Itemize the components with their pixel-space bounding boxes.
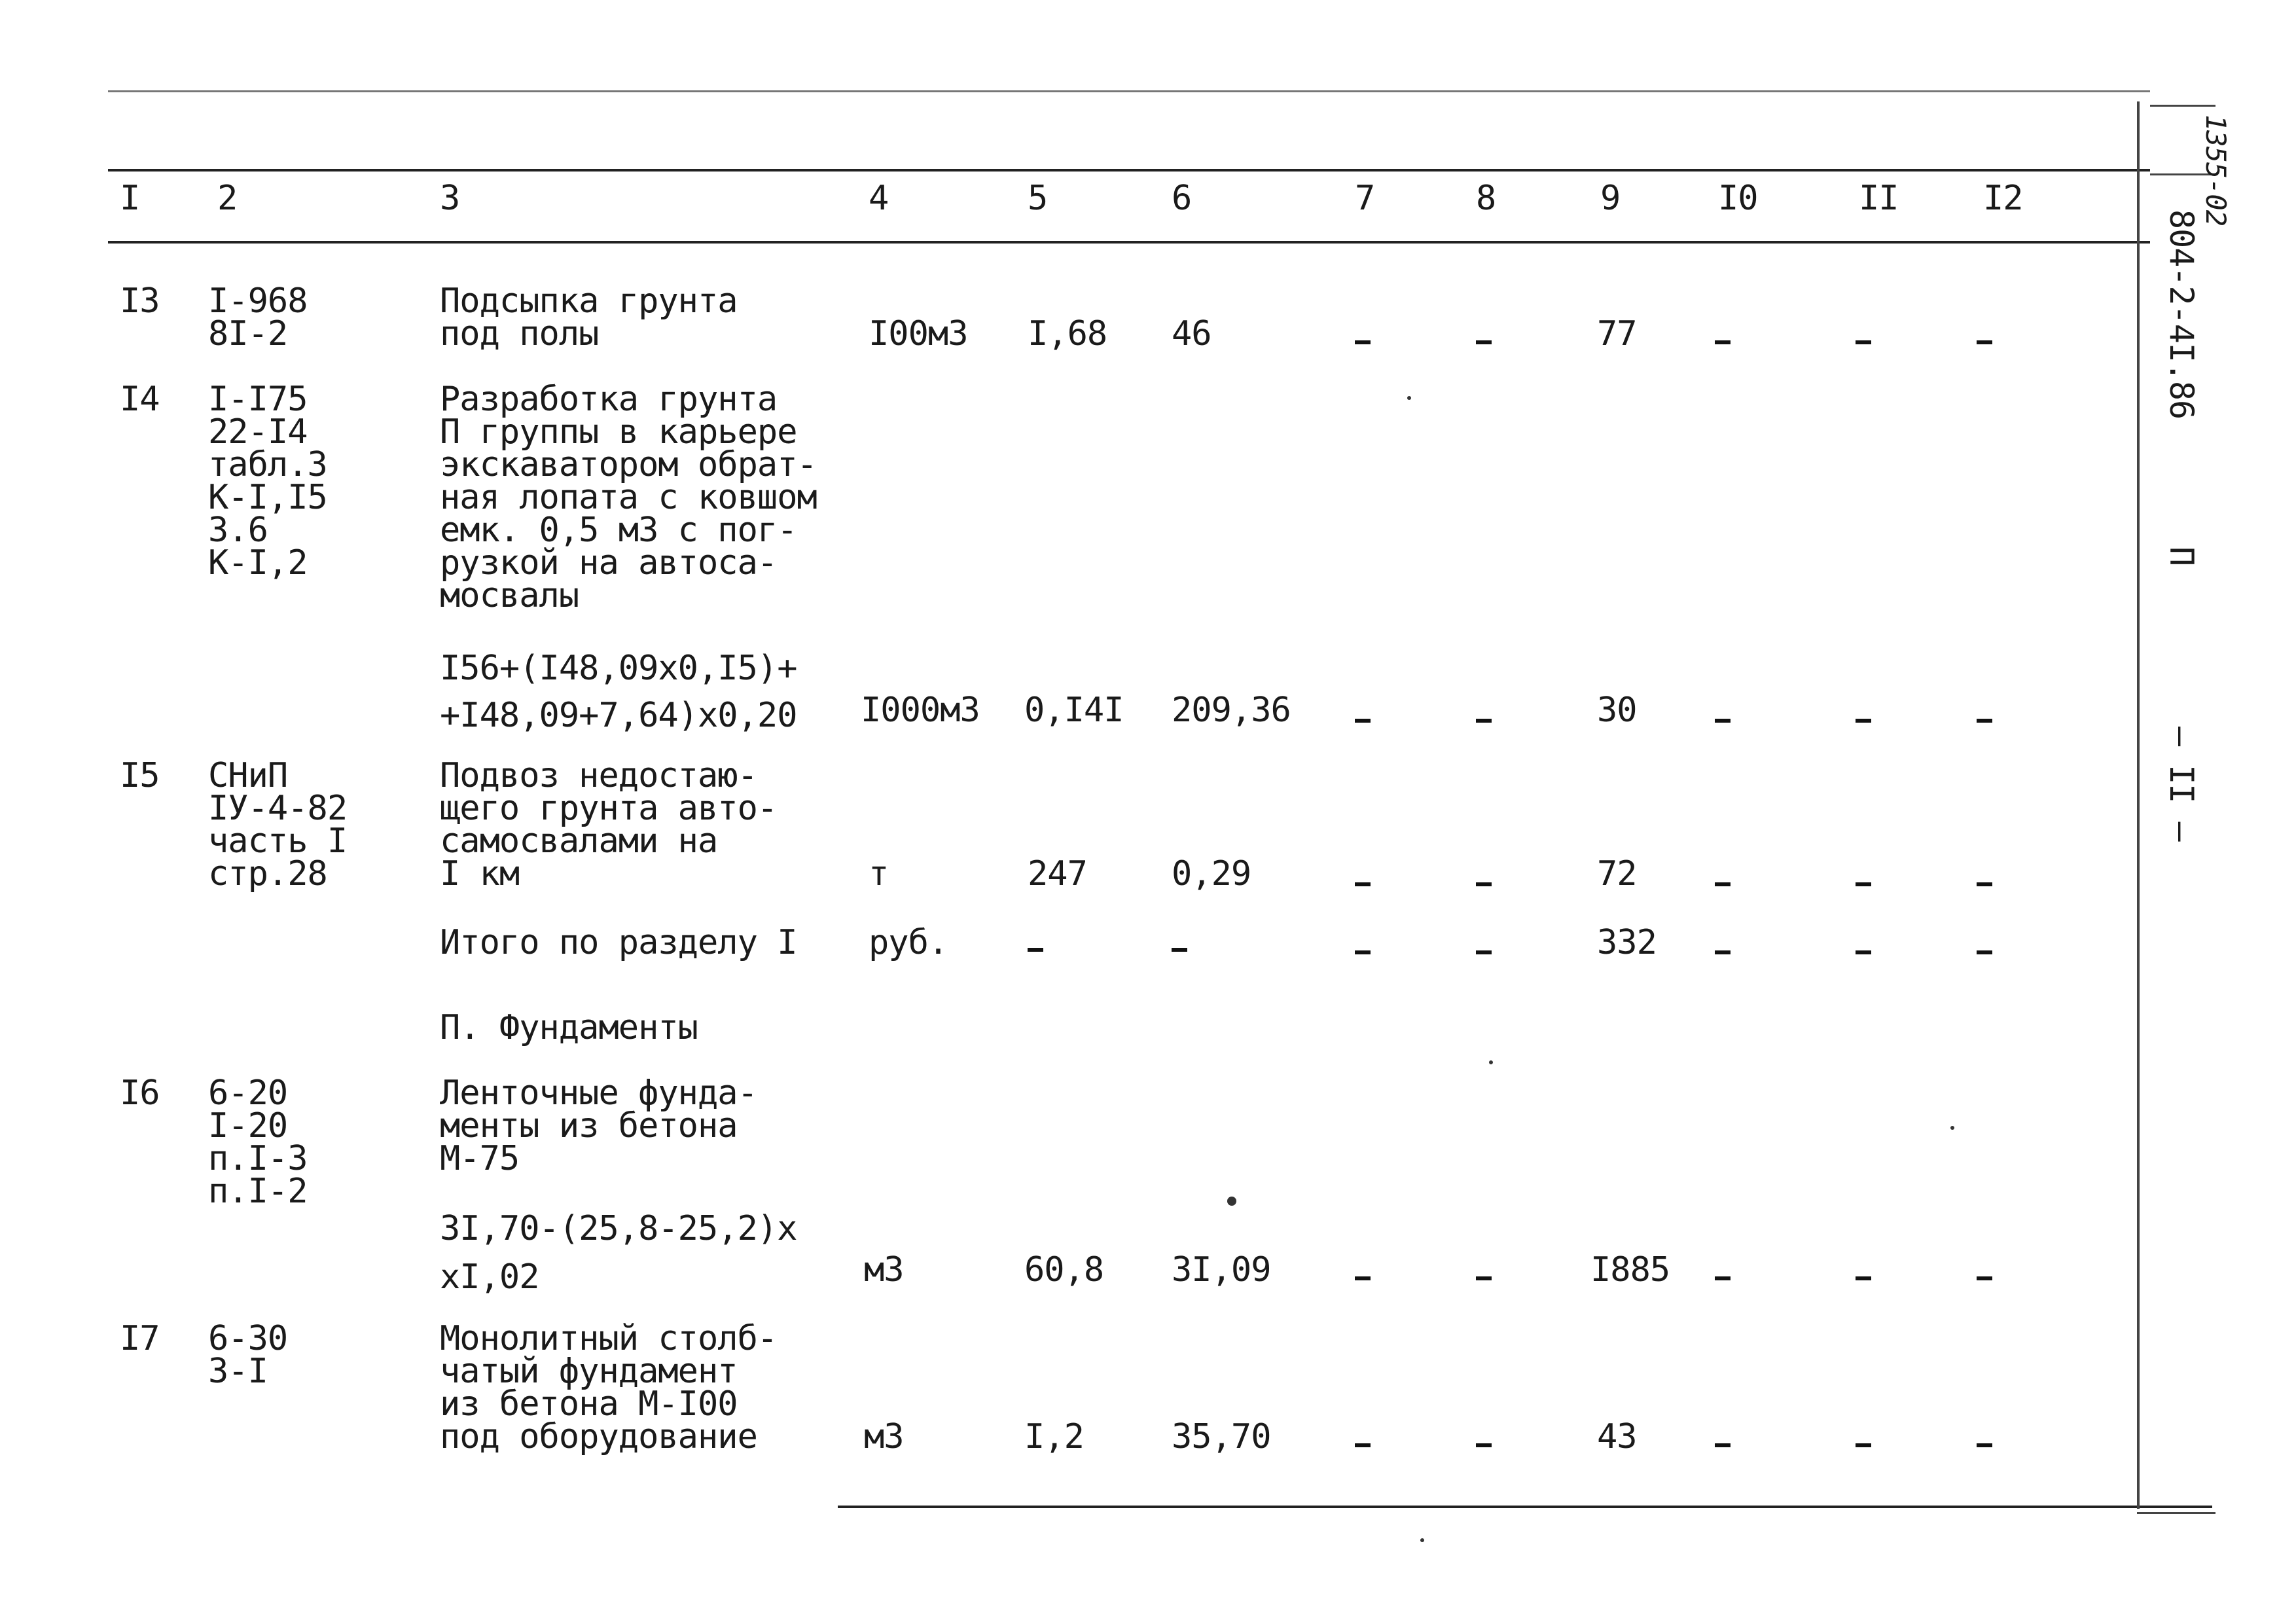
total-c8-dash — [1476, 950, 1492, 954]
scan-speck — [1407, 396, 1411, 400]
row-15-c12-dash — [1977, 882, 1992, 886]
row-17-c11-dash — [1856, 1443, 1871, 1447]
row-13-c5: I,68 — [1028, 314, 1107, 353]
col-header-8: 8 — [1476, 179, 1496, 218]
row-13-unit: I00м3 — [869, 314, 968, 353]
total-c11-dash — [1856, 950, 1871, 954]
row-16-formula: 3I,70-(25,8-25,2)х хI,02 — [440, 1209, 797, 1297]
col-header-1: I — [120, 179, 140, 218]
col-header-12: I2 — [1983, 179, 2023, 218]
row-15-ref: СНиП IУ-4-82 часть I стр.28 — [208, 756, 348, 893]
row-17-c9: 43 — [1597, 1417, 1637, 1456]
col-header-4: 4 — [869, 179, 889, 218]
row-13-c12-dash — [1977, 340, 1992, 344]
row-16-desc: Ленточные фунда- менты из бетона М-75 — [440, 1074, 757, 1178]
scan-speck — [1420, 1538, 1424, 1542]
col-header-6: 6 — [1172, 179, 1192, 218]
row-16-c5: 60,8 — [1024, 1250, 1104, 1290]
page-number: – II – — [2162, 727, 2200, 841]
row-13-number: I3 — [120, 281, 160, 321]
table-bottom-rule — [838, 1506, 2212, 1508]
row-15-c8-dash — [1476, 882, 1492, 886]
row-16-c10-dash — [1715, 1276, 1731, 1280]
row-15-number: I5 — [120, 756, 160, 795]
row-16-number: I6 — [120, 1074, 160, 1113]
row-13-ref: I-968 8I-2 — [208, 281, 308, 353]
row-14-c12-dash — [1977, 719, 1992, 723]
col-header-10: I0 — [1718, 179, 1758, 218]
row-16-c11-dash — [1856, 1276, 1871, 1280]
row-17-c8-dash — [1476, 1443, 1492, 1447]
row-17-ref: 6-30 3-I — [208, 1319, 288, 1391]
row-16-ref: 6-20 I-20 п.I-3 п.I-2 — [208, 1074, 308, 1211]
right-frame-bottom — [2137, 1512, 2215, 1514]
row-15-c7-dash — [1355, 882, 1371, 886]
total-c6-dash — [1172, 948, 1187, 952]
row-14-c6: 209,36 — [1172, 691, 1291, 730]
section-1-total-value: 332 — [1597, 923, 1657, 962]
top-faint-rule — [108, 90, 2150, 92]
row-17-desc: Монолитный столб- чатый фундамент из бетона М-I00 под оборудование — [440, 1319, 778, 1456]
section-2-heading: П. Фундаменты — [440, 1008, 698, 1047]
row-16-c7-dash — [1355, 1276, 1371, 1280]
row-13-c7-dash — [1355, 340, 1371, 344]
header-bottom-rule — [108, 241, 2150, 244]
row-17-c12-dash — [1977, 1443, 1992, 1447]
section-1-total-unit: руб. — [869, 923, 948, 962]
scan-speck — [1950, 1126, 1954, 1130]
row-15-c10-dash — [1715, 882, 1731, 886]
row-14-number: I4 — [120, 380, 160, 419]
row-15-c5: 247 — [1028, 854, 1087, 893]
row-13-c9: 77 — [1597, 314, 1637, 353]
col-header-9: 9 — [1600, 179, 1621, 218]
header-top-rule — [108, 169, 2150, 171]
row-15-desc: Подвоз недостаю- щего грунта авто- самосвалами на I км — [440, 756, 778, 893]
section-1-total-label: Итого по разделу I — [440, 923, 797, 962]
row-16-c12-dash — [1977, 1276, 1992, 1280]
document-code: 804-2-4I.86 — [2162, 209, 2200, 420]
row-16-c8-dash — [1476, 1276, 1492, 1280]
row-17-c7-dash — [1355, 1443, 1371, 1447]
row-14-c8-dash — [1476, 719, 1492, 723]
row-15-c11-dash — [1856, 882, 1871, 886]
right-frame-top — [2150, 105, 2215, 107]
row-14-c10-dash — [1715, 719, 1731, 723]
row-14-c11-dash — [1856, 719, 1871, 723]
row-16-c9: I885 — [1590, 1250, 1670, 1290]
row-13-c11-dash — [1856, 340, 1871, 344]
row-17-c6: 35,70 — [1172, 1417, 1271, 1456]
row-15-c9: 72 — [1597, 854, 1637, 893]
row-16-unit: м3 — [864, 1250, 904, 1290]
scan-speck — [1227, 1197, 1236, 1206]
col-header-2: 2 — [217, 179, 238, 218]
row-13-c8-dash — [1476, 340, 1492, 344]
row-15-unit: т — [869, 854, 889, 893]
col-header-7: 7 — [1355, 179, 1375, 218]
total-c12-dash — [1977, 950, 1992, 954]
handwritten-number: 1355-02 — [2200, 115, 2232, 226]
row-14-desc: Разработка грунта П группы в карьере экскаватором обрат- ная лопата с ковшом емк. 0,5 м3 с пог- рузкой на автоса- мосвалы — [440, 380, 817, 615]
scan-speck — [1489, 1060, 1493, 1064]
total-c10-dash — [1715, 950, 1731, 954]
col-header-3: 3 — [440, 179, 460, 218]
row-13-desc: Подсыпка грунта под полы — [440, 281, 738, 353]
row-14-unit: I000м3 — [861, 691, 980, 730]
col-header-11: II — [1859, 179, 1899, 218]
row-17-unit: м3 — [864, 1417, 904, 1456]
total-c7-dash — [1355, 950, 1371, 954]
row-14-formula: I56+(I48,09х0,I5)+ +I48,09+7,64)х0,20 — [440, 649, 797, 735]
row-13-c6: 46 — [1172, 314, 1211, 353]
total-c5-dash — [1028, 948, 1043, 952]
right-frame-line — [2137, 101, 2140, 1509]
row-15-c6: 0,29 — [1172, 854, 1251, 893]
row-14-c7-dash — [1355, 719, 1371, 723]
section-mark: П — [2162, 547, 2200, 566]
row-14-ref: I-I75 22-I4 табл.3 К-I,I5 3.6 К-I,2 — [208, 380, 327, 583]
row-13-c10-dash — [1715, 340, 1731, 344]
col-header-5: 5 — [1028, 179, 1048, 218]
row-14-c9: 30 — [1597, 691, 1637, 730]
row-17-c5: I,2 — [1024, 1417, 1084, 1456]
row-16-c6: 3I,09 — [1172, 1250, 1271, 1290]
row-17-number: I7 — [120, 1319, 160, 1358]
row-17-c10-dash — [1715, 1443, 1731, 1447]
row-14-c5: 0,I4I — [1024, 691, 1124, 730]
